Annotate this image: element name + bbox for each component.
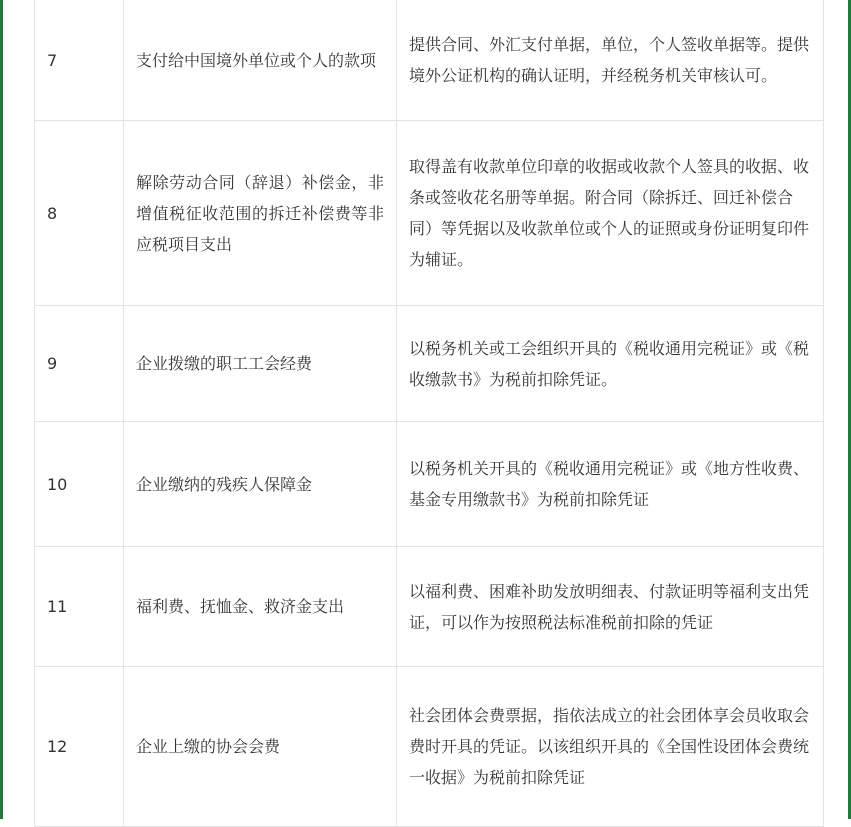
voucher-description: 以税务机关或工会组织开具的《税收通用完税证》或《税收缴款书》为税前扣除凭证。 [397, 306, 824, 422]
voucher-description: 社会团体会费票据，指依法成立的社会团体享会员收取会费时开具的凭证。以该组织开具的《全国性设团体会费统一收据》为税前扣除凭证 [397, 667, 824, 827]
row-number: 8 [35, 121, 124, 306]
row-number: 7 [35, 0, 124, 121]
row-number: 10 [35, 422, 124, 547]
row-number: 9 [35, 306, 124, 422]
expense-item: 企业缴纳的残疾人保障金 [124, 422, 397, 547]
deduction-voucher-table [34, 0, 824, 827]
row-number: 11 [35, 547, 124, 667]
voucher-description: 取得盖有收款单位印章的收据或收款个人签具的收据、收条或签收花名册等单据。附合同（除拆迁、回迁补偿合同）等凭据以及收款单位或个人的证照或身份证明复印件为辅证。 [397, 121, 824, 306]
voucher-description: 提供合同、外汇支付单据，单位，个人签收单据等。提供境外公证机构的确认证明，并经税务机关审核认可。 [397, 0, 824, 121]
table-row [35, 121, 824, 306]
expense-item: 福利费、抚恤金、救济金支出 [124, 547, 397, 667]
expense-item: 支付给中国境外单位或个人的款项 [124, 0, 397, 121]
table-row [35, 422, 824, 547]
table-row [35, 547, 824, 667]
table-row [35, 667, 824, 827]
expense-item: 企业上缴的协会会费 [124, 667, 397, 827]
table-row [35, 306, 824, 422]
voucher-description: 以税务机关开具的《税收通用完税证》或《地方性收费、基金专用缴款书》为税前扣除凭证 [397, 422, 824, 547]
table-row [35, 0, 824, 121]
expense-item: 解除劳动合同（辞退）补偿金，非增值税征收范围的拆迁补偿费等非应税项目支出 [124, 121, 397, 306]
voucher-description: 以福利费、困难补助发放明细表、付款证明等福利支出凭证，可以作为按照税法标准税前扣除的凭证 [397, 547, 824, 667]
expense-item: 企业拨缴的职工工会经费 [124, 306, 397, 422]
row-number: 12 [35, 667, 124, 827]
